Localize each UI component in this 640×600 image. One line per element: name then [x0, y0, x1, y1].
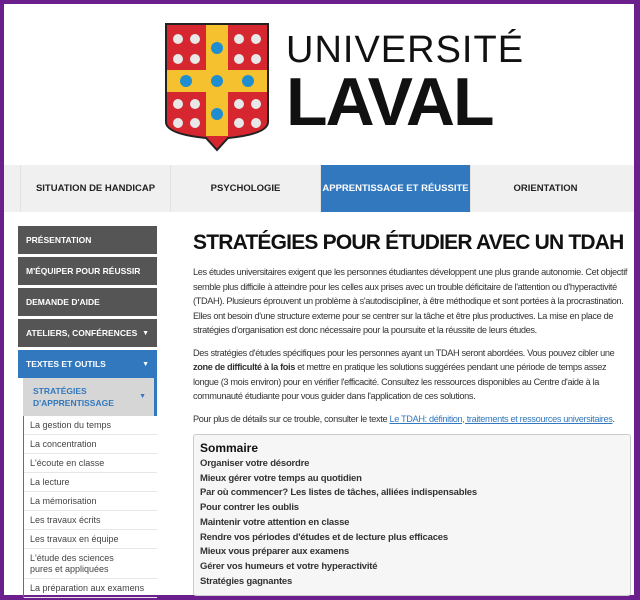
sidebar-link[interactable]: L'écoute en classe: [24, 454, 157, 473]
wordmark-line1: UNIVERSITÉ: [286, 29, 525, 71]
summary-link[interactable]: Maintenir votre attention en classe: [200, 516, 350, 528]
text: et mettre en pratique les solutions suggérées pendant une période de temps assez longue (3 mois environ) pour en vérifier l'efficacité. Consultez les ressources disponibles au Centre d'aide à la communauté étudiante pour vous guider dans l'application de ces solutions.: [193, 362, 607, 401]
page-title: STRATÉGIES POUR ÉTUDIER AVEC UN TDAH: [193, 231, 624, 254]
page: [4, 4, 634, 595]
sidebar-link[interactable]: L'étude des sciences pures et appliquées: [24, 549, 157, 579]
text: Des stratégies d'études spécifiques pour les personnes ayant un TDAH seront abordées. Vous pouvez cibler une: [193, 347, 615, 358]
sidebar-link[interactable]: La gestion du temps: [24, 416, 157, 435]
sidebar-item-label: PRÉSENTATION: [26, 235, 92, 245]
sidebar-item-mequiper[interactable]: [18, 257, 157, 285]
sidebar-link[interactable]: Les travaux en équipe: [24, 530, 157, 549]
sidebar-item-label: M'ÉQUIPER POUR RÉUSSIR: [26, 266, 141, 276]
sidebar-link[interactable]: La concentration: [24, 435, 157, 454]
nav-psychologie[interactable]: PSYCHOLOGIE: [170, 165, 320, 212]
main-nav: [4, 165, 634, 212]
nav-orientation[interactable]: ORIENTATION: [470, 165, 620, 212]
sidebar-item-label: ATELIERS, CONFÉRENCES: [26, 328, 138, 338]
intro-paragraph: Les études universitaires exigent que les personnes étudiantes développent une plus grande autonomie. Cet objectif semble plus difficile à atteindre pour les celles aux prises avec un trouble déficitaire de l'attention ou d'hyperactivité (TDAH). Plusieurs éprouvent un problème à s'autodiscipliner, à être méthodique et sont portées à la procrastination. Elles ont besoin d'une structure externe pour se centrer sur la tâche et être plus productives. La mise en place de stratégies d'organisation est donc nécessaire pour la poursuite et la réussite de leurs études.: [193, 267, 628, 335]
triangle-down-icon[interactable]: ▼: [139, 393, 146, 400]
summary-link[interactable]: Pour contrer les oublis: [200, 502, 299, 514]
summary-link[interactable]: Par où commencer? Les listes de tâches, alliées indispensables: [200, 487, 477, 499]
nav-situation-de-handicap[interactable]: SITUATION DE HANDICAP: [20, 165, 170, 212]
summary-link[interactable]: Gérer vos humeurs et votre hyperactivité: [200, 560, 378, 572]
tdah-definition-link[interactable]: Le TDAH: définition, traitements et ressources universitaires: [389, 413, 613, 424]
summary-link[interactable]: Stratégies gagnantes: [200, 575, 293, 587]
summary-title: Sommaire: [200, 441, 259, 455]
sidebar-link[interactable]: Les travaux écrits: [24, 511, 157, 530]
summary-link[interactable]: Mieux vous préparer aux examens: [200, 546, 350, 558]
summary-box: [193, 434, 631, 596]
shield-icon: [164, 22, 270, 152]
text: Pour plus de détails sur ce trouble, consulter le texte: [193, 413, 390, 424]
wordmark-line2: LAVAL: [286, 64, 493, 140]
sidebar: [18, 226, 157, 598]
summary-link[interactable]: Mieux gérer votre temps au quotidien: [200, 472, 362, 484]
sidebar-item-demande-aide[interactable]: [18, 288, 157, 316]
main-content: [193, 230, 631, 596]
strategies-paragraph: [193, 346, 631, 404]
universite-laval-logo[interactable]: [162, 16, 525, 156]
sidebar-subitem-label: STRATÉGIES D'APPRENTISSAGE: [33, 386, 114, 408]
wordmark: [286, 29, 525, 140]
triangle-down-icon[interactable]: ▼: [142, 360, 149, 368]
sidebar-link[interactable]: La lecture: [24, 473, 157, 492]
sidebar-link[interactable]: La mémorisation: [24, 492, 157, 511]
summary-link[interactable]: Organiser votre désordre: [200, 458, 310, 469]
nav-apprentissage-et-reussite[interactable]: APPRENTISSAGE ET RÉUSSITE: [320, 165, 470, 212]
sidebar-item-ateliers[interactable]: [18, 319, 157, 347]
sidebar-item-textes-outils[interactable]: [18, 350, 157, 378]
summary-link[interactable]: Rendre vos périodes d'études et de lecture plus efficaces: [200, 531, 448, 543]
emphasis-text: zone de difficulté à la fois: [193, 362, 295, 372]
text: .: [612, 413, 615, 424]
sidebar-item-label: DEMANDE D'AIDE: [26, 297, 100, 307]
sidebar-link[interactable]: La préparation aux examens: [24, 579, 157, 598]
sidebar-item-label: TEXTES ET OUTILS: [26, 359, 106, 369]
sidebar-item-presentation[interactable]: [18, 226, 157, 254]
details-paragraph: [193, 412, 631, 427]
triangle-down-icon[interactable]: ▼: [142, 329, 149, 337]
sidebar-subitem-strategies[interactable]: [23, 378, 157, 416]
sidebar-links: [23, 416, 157, 598]
